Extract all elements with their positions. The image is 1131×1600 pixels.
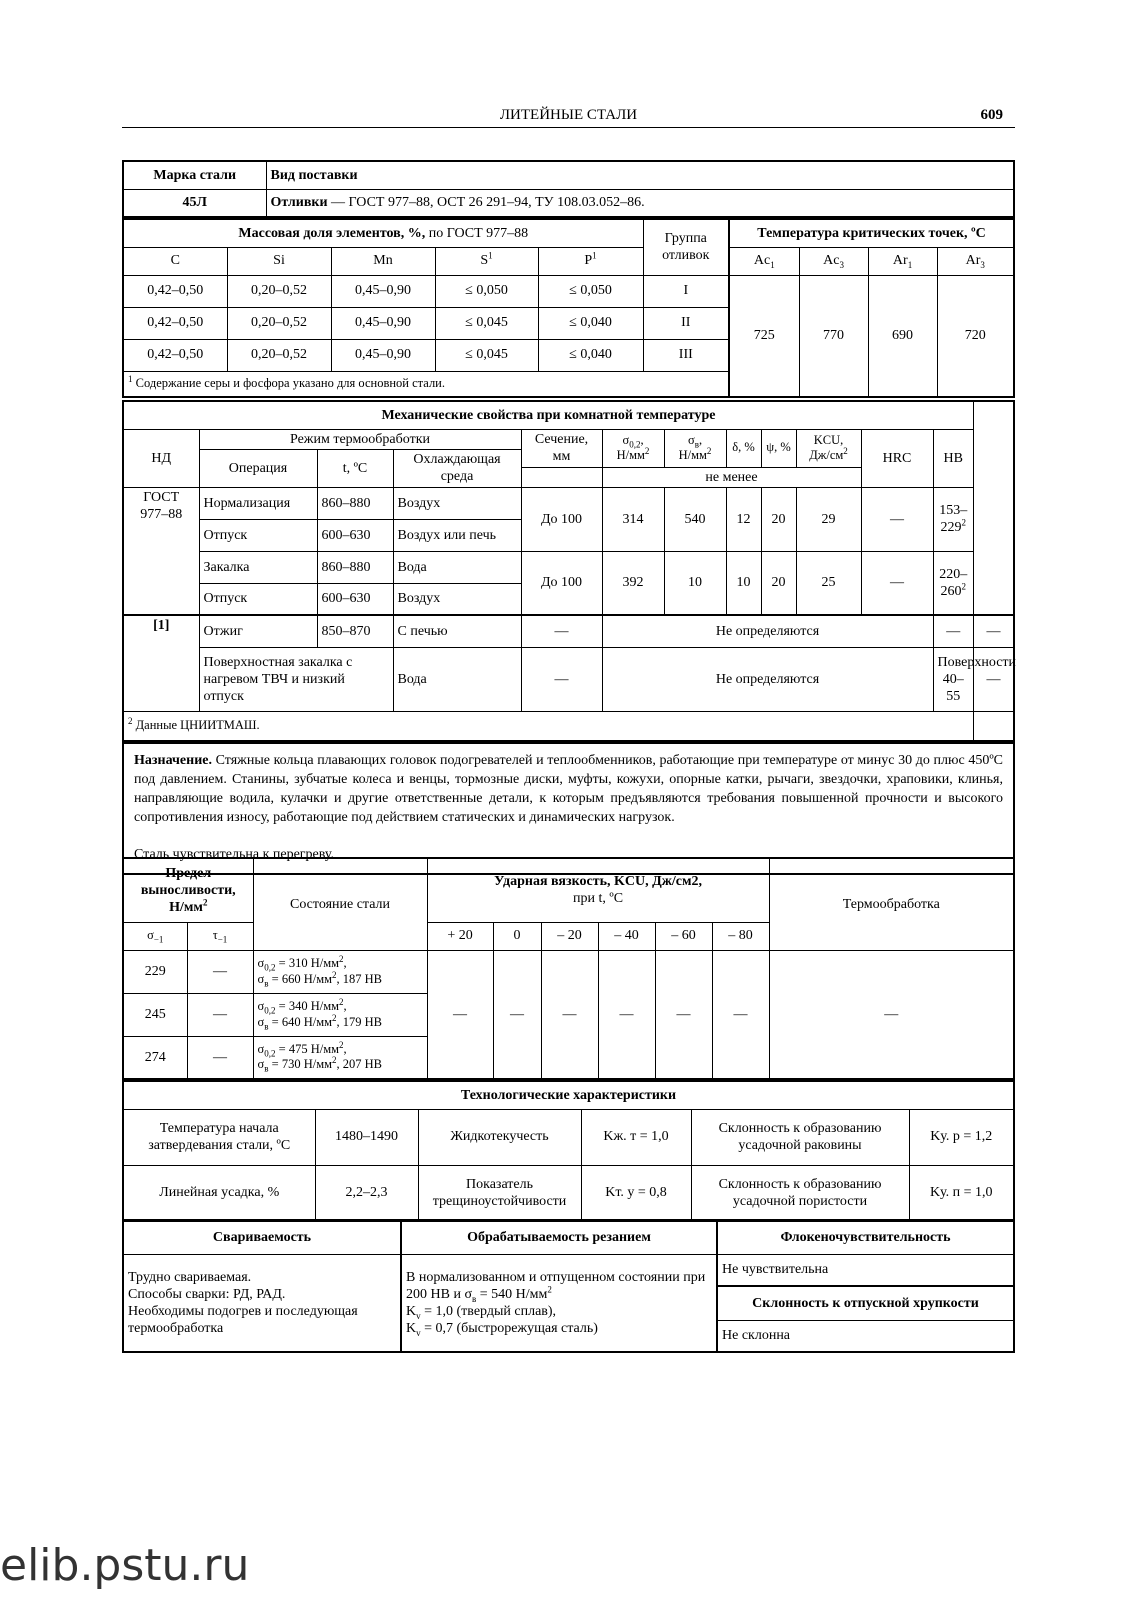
col-ac3: $Ac_3$	[799, 247, 868, 275]
grade-value: 45Л	[123, 189, 266, 217]
temp-col: – 60	[655, 922, 712, 950]
col-ar3: $Ar_3$	[937, 247, 1014, 275]
flake-value: Не чувствительна	[717, 1254, 1014, 1286]
fatigue-table	[122, 857, 1015, 1080]
cooling: С печью	[393, 615, 521, 647]
tau-value: —	[187, 1036, 253, 1079]
tech-value: Kж. т = 1,0	[581, 1109, 691, 1165]
cell: III	[643, 339, 729, 371]
hb-value: $153-229^2$	[933, 487, 974, 551]
psi-value: 20	[761, 551, 796, 615]
tech-title: Технологические характеристики	[123, 1081, 1014, 1109]
col-s: $S^1$	[435, 247, 538, 275]
cell: II	[643, 307, 729, 339]
crit-ar1-value: 690	[868, 275, 937, 397]
delta-value: 10	[726, 551, 761, 615]
mech-title: Механические свойства при комнатной температуре	[123, 401, 974, 429]
cell: ≤ 0,050	[538, 275, 643, 307]
temp-col: – 40	[598, 922, 655, 950]
impact-value: —	[427, 950, 493, 1079]
temp: 600–630	[317, 519, 393, 551]
col-ar1: $Ar_1$	[868, 247, 937, 275]
cool-header: Охлаждающая среда	[393, 449, 521, 487]
chem-title: Массовая доля элементов, %, по ГОСТ 977–88	[123, 219, 643, 247]
temp: 860–880	[317, 551, 393, 583]
nd-header: НД	[123, 429, 199, 487]
temp-col: – 80	[712, 922, 769, 950]
cell: 0,42–0,50	[123, 275, 227, 307]
operation: Отжиг	[199, 615, 317, 647]
cell: 0,45–0,90	[331, 307, 435, 339]
hb-value: —	[974, 615, 1015, 647]
cooling: Вода	[393, 647, 521, 711]
hrc-value: —	[861, 551, 933, 615]
temp-header: t, ºС	[317, 449, 393, 487]
hb-value: —	[974, 647, 1015, 711]
page-title: ЛИТЕЙНЫЕ СТАЛИ	[499, 107, 638, 123]
section: До 100	[521, 551, 602, 615]
chem-footnote: $^1$ Содержание серы и фосфора указано для основной стали.	[123, 371, 729, 397]
tech-value: Kт. у = 0,8	[581, 1165, 691, 1221]
s02-value: 392	[602, 551, 664, 615]
weld-title: Свариваемость	[123, 1220, 401, 1254]
temp-col: + 20	[427, 922, 493, 950]
tech-label: Показатель трещиноустойчивости	[418, 1165, 581, 1221]
tech-value: 2,2–2,3	[315, 1165, 418, 1221]
s02-header: $\sigma_{0,2}$, $Н/мм^2$	[602, 429, 664, 467]
impact-value: —	[598, 950, 655, 1079]
cell: 0,42–0,50	[123, 307, 227, 339]
cell: 0,45–0,90	[331, 339, 435, 371]
sigma-minus1: $\sigma_{-1}$	[123, 922, 187, 950]
section: —	[521, 615, 602, 647]
temp-col: 0	[493, 922, 541, 950]
impact-value: —	[541, 950, 598, 1079]
tech-value: Kу. п = 1,0	[909, 1165, 1014, 1221]
tech-label: Жидкотекучесть	[418, 1109, 581, 1165]
operation-header: Операция	[199, 449, 317, 487]
not-determined: Не определяются	[602, 647, 933, 711]
tech-label: Линейная усадка, %	[123, 1165, 315, 1221]
cell: ≤ 0,050	[435, 275, 538, 307]
tech-value: 1480–1490	[315, 1109, 418, 1165]
chem-row	[123, 275, 1014, 307]
operation: Отпуск	[199, 519, 317, 551]
crit-ac3-value: 770	[799, 275, 868, 397]
state-value: $\sigma_{0,2} = 310$ $Н/мм^2$, $\sigma_в = 660$ $Н/мм^2$, 187 НВ	[253, 950, 427, 993]
purpose-note: Сталь чувствительна к перегреву.	[134, 847, 334, 863]
psi-value: 20	[761, 487, 796, 551]
state-value: $\sigma_{0,2} = 475$ $Н/мм^2$, $\sigma_в = 730$ $Н/мм^2$, 207 НВ	[253, 1036, 427, 1079]
hrc-value: —	[861, 487, 933, 551]
cell: ≤ 0,045	[435, 339, 538, 371]
cell: ≤ 0,040	[538, 307, 643, 339]
cell: 0,20–0,52	[227, 339, 331, 371]
col-ac1: $Ac_1$	[729, 247, 799, 275]
cell: 0,45–0,90	[331, 275, 435, 307]
sigma-value: 245	[123, 993, 187, 1036]
state-value: $\sigma_{0,2} = 340$ $Н/мм^2$, $\sigma_в = 640$ $Н/мм^2$, 179 НВ	[253, 993, 427, 1036]
mach-text: В нормализованном и отпущенном состоянии при 200 НВ и $\sigma_в = 540$ $Н/мм^2$ $K_v = 1,0$ (твердый сплав), $K_v = 0,7$ (быстрорежущая сталь)	[401, 1254, 717, 1352]
fatigue-limit-header: Предел выносливости, $Н/мм^2$	[123, 858, 253, 922]
cooling: Воздух	[393, 487, 521, 519]
impact-header: Ударная вязкость, KCU, Дж/см2, при t, ºС	[427, 858, 769, 922]
kcu-value: 29	[796, 487, 861, 551]
sb-value: 540	[664, 487, 726, 551]
impact-value: —	[712, 950, 769, 1079]
purpose-table	[122, 742, 1015, 875]
sigma-value: 229	[123, 950, 187, 993]
not-less-label: не менее	[602, 467, 861, 487]
cell: 0,20–0,52	[227, 307, 331, 339]
sigma-value: 274	[123, 1036, 187, 1079]
hb-header: НВ	[933, 429, 974, 487]
mode-header: Режим термообработки	[199, 429, 521, 449]
section-header: Сечение, мм	[521, 429, 602, 467]
hb-value: $220-260^2$	[933, 551, 974, 615]
heat-value: —	[769, 950, 1014, 1079]
temper-title: Склонность к отпускной хрупкости	[717, 1286, 1014, 1320]
gost-ref: ГОСТ 977–88	[123, 487, 199, 615]
tau-minus1: $\tau_{-1}$	[187, 922, 253, 950]
group-header: Группа отливок	[643, 219, 729, 275]
mech-footnote: $^2$ Данные ЦНИИТМАШ.	[123, 711, 974, 741]
tech-label: Температура начала затвердевания стали, ºС	[123, 1109, 315, 1165]
col-p: $P^1$	[538, 247, 643, 275]
cooling: Воздух	[393, 583, 521, 615]
mach-title: Обрабатываемость резанием	[401, 1220, 717, 1254]
delta-header: δ, %	[726, 429, 761, 467]
col-si: Si	[227, 247, 331, 275]
col-c: C	[123, 247, 227, 275]
flake-title: Флокеночувствительность	[717, 1220, 1014, 1254]
crit-ar3-value: 720	[937, 275, 1014, 397]
page-number: 609	[980, 107, 1003, 123]
ref-1: [1]	[123, 615, 199, 711]
temp-col: – 20	[541, 922, 598, 950]
bottom-table	[122, 1219, 1015, 1353]
weld-text: Трудно свариваемая. Способы сварки: РД, РАД. Необходимы подогрев и последующая термообработка	[123, 1254, 401, 1352]
not-determined: Не определяются	[602, 615, 933, 647]
psi-header: ψ, %	[761, 429, 796, 467]
watermark: elib.pstu.ru	[0, 1540, 250, 1591]
cooling: Вода	[393, 551, 521, 583]
crit-title: Температура критических точек, ºС	[729, 219, 1014, 247]
grade-label: Марка стали	[123, 161, 266, 189]
tech-table	[122, 1080, 1015, 1222]
hrc-value: Поверхности 40–55	[933, 647, 974, 711]
kcu-header: KCU, $Дж/см^2$	[796, 429, 861, 467]
operation: Отпуск	[199, 583, 317, 615]
cell: I	[643, 275, 729, 307]
tau-value: —	[187, 950, 253, 993]
supply-label: Вид поставки	[266, 161, 1014, 189]
tech-value: Kу. р = 1,2	[909, 1109, 1014, 1165]
impact-value: —	[493, 950, 541, 1079]
impact-value: —	[655, 950, 712, 1079]
state-header: Состояние стали	[253, 858, 427, 950]
temp: 850–870	[317, 615, 393, 647]
cell: ≤ 0,045	[435, 307, 538, 339]
cell: ≤ 0,040	[538, 339, 643, 371]
tau-value: —	[187, 993, 253, 1036]
supply-value: Отливки — ГОСТ 977–88, ОСТ 26 291–94, ТУ 108.03.052–86.	[266, 189, 1014, 217]
cell: 0,42–0,50	[123, 339, 227, 371]
grade-table	[122, 160, 1015, 218]
section-header-blank	[521, 467, 602, 487]
operation: Нормализация	[199, 487, 317, 519]
section: До 100	[521, 487, 602, 551]
section: —	[521, 647, 602, 711]
sb-header: $\sigma_в$, $Н/мм^2$	[664, 429, 726, 467]
mech-table	[122, 400, 1015, 742]
hrc-value: —	[933, 615, 974, 647]
s02-value: 314	[602, 487, 664, 551]
tech-label: Склонность к образованию усадочной пористости	[691, 1165, 909, 1221]
tech-label: Склонность к образованию усадочной раковины	[691, 1109, 909, 1165]
col-mn: Mn	[331, 247, 435, 275]
chemistry-table	[122, 218, 1015, 398]
temp: 860–880	[317, 487, 393, 519]
heat-header: Термообработка	[769, 858, 1014, 950]
page-header	[122, 105, 1015, 128]
operation: Поверхностная закалка с нагревом ТВЧ и низкий отпуск	[199, 647, 393, 711]
crit-ac1-value: 725	[729, 275, 799, 397]
operation: Закалка	[199, 551, 317, 583]
kcu-value: 25	[796, 551, 861, 615]
temp: 600–630	[317, 583, 393, 615]
cell: 0,20–0,52	[227, 275, 331, 307]
purpose-text: Назначение. Стяжные кольца плавающих головок подогревателей и теплообменников, работающие при температуре от минус 30 до плюс 450ºС под давлением. Станины, зубчатые колеса и венцы, тормозные диски, муфты, кожухи, опорные катки, рычаги, звездочки, храповики, клинья, направляющие водила, кулачки и другие ответственные детали, к которым предъявляются требования повышенной прочности и высокого сопротивления износу, работающие под действием статических и динамических нагрузок. Сталь чувствительна к перегреву.	[123, 743, 1014, 874]
hrc-header: HRC	[861, 429, 933, 487]
sb-value: 10	[664, 551, 726, 615]
cooling: Воздух или печь	[393, 519, 521, 551]
temper-value: Не склонна	[717, 1320, 1014, 1352]
delta-value: 12	[726, 487, 761, 551]
